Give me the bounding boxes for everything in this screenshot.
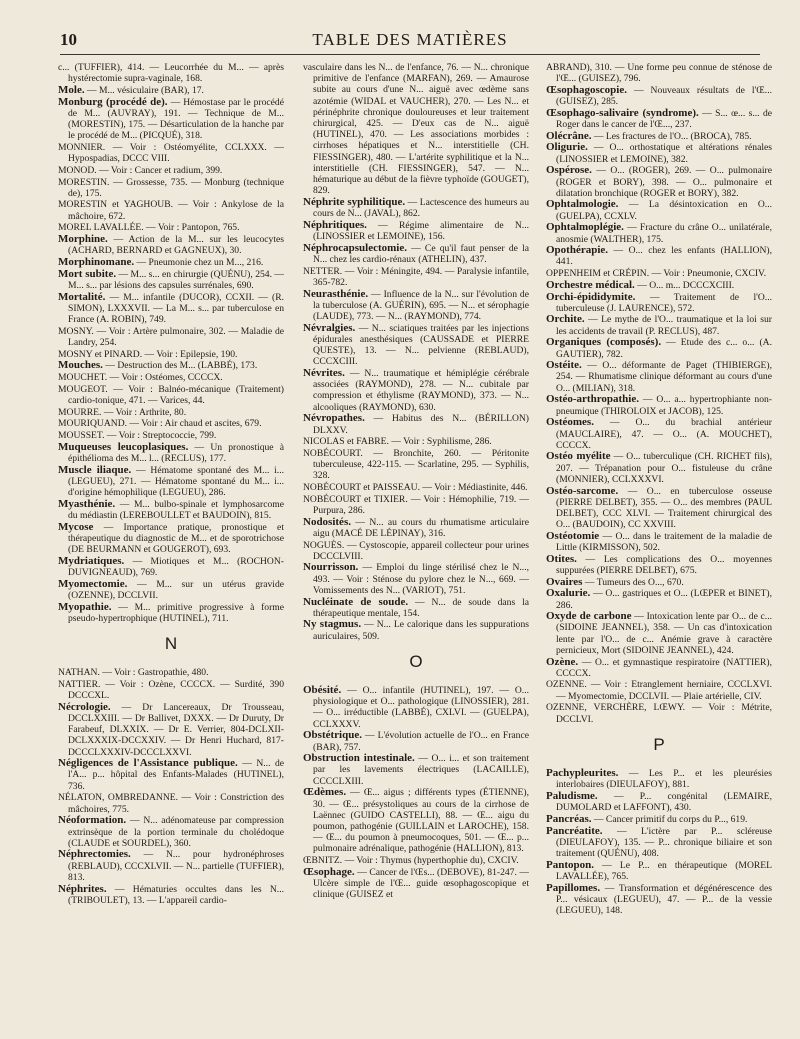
- entry-text: — Les complications des O... moyennes suppurées (PIERRE DELBET), 675.: [556, 553, 772, 576]
- index-entry: [546, 268, 772, 279]
- entry-headword: Paludisme.: [546, 789, 598, 802]
- entry-headword: Myopathie.: [58, 600, 112, 613]
- entry-headword: Néphrocapsulectomie.: [303, 241, 407, 254]
- entry-headword: Muqueuses leucoplasiques.: [58, 440, 189, 453]
- entry-text: — Lactescence des humeurs au cours de N... (JAVAL), 862.: [313, 196, 529, 220]
- entry-text: — La désintoxication en O... (GUELPA), CCXLV.: [556, 199, 772, 222]
- entry-text: — N... traumatique et hémiplégie cérébrale associées (RAYMOND), 278. — N... cubitale par compression et éthylisme (RAYMOND), 373. — N... alcooliques (RAYMOND), 630.: [313, 367, 529, 413]
- entry-headword: Névropathes.: [303, 412, 365, 425]
- index-entry: [546, 679, 772, 701]
- index-entry: [58, 407, 284, 418]
- running-header: [60, 30, 760, 55]
- entry-text: — O... en tuberculose osseuse (PIERRE DELBET), 355. — O... des membres (PAUL DELBET), CCC XLVI. — Traitement chirurgical des O... (BAUDOIN), CC XXVIII.: [556, 485, 772, 531]
- entry-headword: Oxyde de carbone: [546, 610, 632, 623]
- entry-headword: Pachypleurites.: [546, 766, 619, 779]
- index-entry: [58, 499, 284, 521]
- entry-headword: Oligurie.: [546, 141, 588, 154]
- index-column-1: [58, 62, 284, 1022]
- entry-text: — Nouveaux résultats de l'Œ... (GUISEZ), 285.: [556, 84, 772, 108]
- entry-text: NOBÉCOURT. — Bronchite, 260. — Péritonite tuberculeuse, 422-115. — Scarlatine, 295. — Syphilis, 328.: [303, 447, 529, 482]
- index-entry: [58, 667, 284, 678]
- index-entry: [303, 867, 529, 901]
- index-entry: [546, 577, 772, 588]
- entry-text: — Le mythe de l'O... traumatique et la loi sur les accidents de travail (P. RECLUS), 487.: [556, 314, 772, 337]
- index-entry: [303, 562, 529, 596]
- entry-text: — O... infantile (HUTINEL), 197. — O... physiologique et O... pathologique (LINOSSIER), 281. — O... irréductible (LABBÉ), CXLVI. — (GUELPA), CCLXXXV.: [313, 685, 529, 730]
- index-entry: [58, 85, 284, 96]
- entry-text: OZENNE. — Voir : Etranglement herniaire, CCCLXVI. — Myomectomie, DCCLVII. — Plaie artérielle, CIV.: [546, 679, 772, 702]
- index-entry: [546, 883, 772, 917]
- index-entry: [303, 517, 529, 539]
- entry-headword: Mouches.: [58, 359, 103, 372]
- entry-text: — Tumeurs des O..., 670.: [584, 576, 684, 588]
- index-entry: [58, 815, 284, 849]
- entry-text: — Un pronostique à épithélioma des M... l... (RECLUS), 177.: [68, 441, 284, 464]
- entry-text: ŒBNITZ. — Voir : Thymus (hyperthophie du), CXCIV.: [303, 855, 519, 867]
- index-entry: [303, 62, 529, 196]
- entry-headword: Ostéo-arthropathie.: [546, 393, 639, 406]
- entry-text: MOSNY. — Voir : Artère pulmonaire, 302. — Maladie de Landry, 254.: [58, 325, 284, 348]
- entry-text: — O... i... et son traitement par les lavements électriques (LACAILLE), CCCCLXIII.: [313, 753, 529, 787]
- entry-headword: Papillomes.: [546, 881, 601, 894]
- entry-text: — O... m... DCCCXCIII.: [637, 279, 735, 291]
- entry-text: MOUCHET. — Voir : Ostéomes, CCCCX.: [58, 371, 223, 383]
- index-entry: [303, 243, 529, 265]
- entry-headword: Néphritiques.: [303, 218, 367, 231]
- entry-headword: Œsophage.: [303, 865, 355, 878]
- index-entry: [546, 245, 772, 267]
- entry-headword: Œsophagoscopie.: [546, 83, 627, 96]
- entry-text: NOBÉCOURT et TIXIER. — Voir : Hémophilie, 719. — Purpura, 286.: [303, 493, 529, 516]
- entry-text: — Traitement de l'O... tuberculeuse (J. LAURENCE), 572.: [556, 291, 772, 314]
- index-entry: [546, 62, 772, 84]
- index-entry: [58, 602, 284, 624]
- entry-headword: Mortalité.: [58, 290, 106, 303]
- entry-headword: Névrites.: [303, 366, 345, 379]
- index-entry: [58, 142, 284, 164]
- entry-headword: Obstétrique.: [303, 729, 362, 742]
- index-entry: [58, 234, 284, 256]
- index-entry: [546, 486, 772, 531]
- entry-text: — N... au cours du rhumatisme articulaire aigu (MACÉ DE LÉPINAY), 316.: [313, 516, 529, 539]
- index-entry: [546, 417, 772, 451]
- index-entry: [58, 556, 284, 578]
- entry-text: — N... de l'A... p... hôpital des Enfants-Malades (HUTINEL), 736.: [68, 758, 284, 792]
- entry-headword: Mycose: [58, 520, 94, 533]
- entry-text: — Cancer de l'Œs... (DEBOVE), 81-247. — Ulcère simple de l'Œ... guide œsophagoscopique et clinique (GUISEZ et: [313, 866, 529, 901]
- entry-headword: Otites.: [546, 552, 577, 565]
- index-entry: [546, 360, 772, 394]
- index-entry: [303, 368, 529, 413]
- index-entry: [546, 814, 772, 825]
- entry-text: — O... (ROGER), 269. — O... pulmonaire (ROGER et BORY), 398. — O... pulmonaire et dilatation bronchique (ROGER et BORY), 382.: [556, 165, 772, 199]
- index-column-2: [303, 62, 529, 1022]
- entry-text: MOSNY et PINARD. — Voir : Epilepsie, 190.: [58, 348, 238, 360]
- entry-text: MOUSSET. — Voir : Streptococcie, 799.: [58, 430, 217, 441]
- index-entry: [546, 702, 772, 724]
- index-entry: [546, 860, 772, 882]
- entry-headword: Ophtalmologie.: [546, 198, 619, 211]
- index-entry: [546, 85, 772, 107]
- entry-text: MORESTIN et YAGHOUB. — Voir : Ankylose de la mâchoire, 672.: [58, 199, 284, 222]
- entry-text: NÉLATON, OMBREDANNE. — Voir : Constriction des mâchoires, 775.: [58, 792, 284, 815]
- index-entry: [58, 579, 284, 601]
- entry-text: MOURIQUAND. — Voir : Air chaud et ascites, 679.: [58, 418, 262, 430]
- entry-text: — Hématome spontané des M... i... (LEGUEU), 271. — Hématome spontané du M... i... d'origine hémophilique (LEGUEU), 286.: [68, 464, 284, 499]
- index-entry: [546, 314, 772, 336]
- index-entry: [303, 855, 529, 866]
- index-entry: [58, 679, 284, 701]
- index-entry: [58, 418, 284, 429]
- index-entry: [303, 494, 529, 516]
- index-entry: [58, 884, 284, 906]
- entry-headword: Ostéo-sarcome.: [546, 484, 619, 497]
- entry-headword: Pancréas.: [546, 812, 592, 825]
- entry-headword: Opothérapie.: [546, 244, 609, 257]
- entry-headword: Olécrâne.: [546, 129, 592, 142]
- entry-headword: Mort subite.: [58, 267, 117, 280]
- entry-text: NATTIER. — Voir : Ozène, CCCCX. — Surdité, 390 DCCCXL.: [58, 678, 284, 702]
- entry-text: — Les P... et les pleurésies interlobaires (DIEULAFOY), 881.: [556, 767, 772, 791]
- entry-text: — O... et gymnastique respiratoire (NATTIER), CCCCX.: [556, 656, 772, 679]
- entry-text: NICOLAS et FABRE. — Voir : Syphilisme, 286.: [303, 436, 492, 448]
- index-entry: [303, 787, 529, 854]
- entry-headword: Morphine.: [58, 233, 108, 246]
- entry-text: c... (TUFFIER), 414. — Leucorrhée du M... — après hystérectomie supra-vaginale, 168.: [58, 62, 284, 85]
- entry-headword: Ostéomes.: [546, 416, 594, 429]
- entry-headword: Ny stagmus.: [303, 618, 362, 631]
- index-entry: [58, 97, 284, 142]
- index-entry: [546, 292, 772, 314]
- entry-text: — O... orthostatique et altérations rénales (LINOSSIER et LEMOINE), 382.: [556, 142, 772, 165]
- entry-text: MOURRE. — Voir : Arthrite, 80.: [58, 406, 187, 418]
- entry-text: — Dr Lancereaux, Dr Trousseau, DCCLXXIII. — Dr Ballivet, DXXX. — Dr Duruty, Dr Farabeuf, DLXXIX. — Dr E. Verrier, 804-DCLXII-DCLXXXIX-DCCXXIV. — Dr Henri Huchard, 817-DCCCLXXXIV-DCCCLXXVI.: [68, 701, 284, 758]
- entry-headword: Ophtalmoplégie.: [546, 221, 624, 234]
- entry-text: — O... déformante de Paget (THIBIERGE), 254. — Rhumatisme clinique déformant au cours d'une O... (MILIAN), 318.: [556, 360, 772, 394]
- entry-text: MORESTIN. — Grossesse, 735. — Monburg (technique de), 175.: [58, 176, 284, 199]
- entry-headword: Négligences de l'Assistance publique.: [58, 757, 238, 770]
- entry-headword: Obstruction intestinale.: [303, 752, 415, 765]
- index-entry: [546, 826, 772, 860]
- entry-text: — L'ictère par P... scléreuse (DIEULAFOY), 135. — P... chronique biliaire et son traitement (QUÉNU), 408.: [556, 825, 772, 859]
- index-entry: [546, 142, 772, 164]
- entry-headword: Pancréatite.: [546, 824, 603, 837]
- entry-headword: Ozène.: [546, 655, 579, 668]
- section-letter: N: [164, 633, 178, 653]
- index-entry: [58, 177, 284, 199]
- section-letter: O: [409, 651, 423, 671]
- entry-text: — Hématuries occultes dans les N... (TRIBOULET), 13. — L'appareil cardio-: [68, 883, 284, 906]
- index-entry: [58, 199, 284, 221]
- entry-text: — N... sciatiques traitées par les injections épidurales anesthésiques (CAUSSADE et PIERRE QUESTE), 13. — N... pelvienne (REBLAUD), CCCXCIII.: [313, 322, 529, 368]
- index-entry: [303, 597, 529, 619]
- entry-headword: Myomectomie.: [58, 577, 128, 590]
- entry-text: NOBÉCOURT et PAISSEAU. — Voir : Médiastinite, 446.: [303, 482, 528, 494]
- entry-headword: Œsophago-salivaire (syndrome).: [546, 106, 699, 119]
- entry-text: — Habitus des N... (BÉRILLON) DLXXV.: [313, 413, 529, 436]
- index-entry: [546, 394, 772, 416]
- index-entry: [58, 222, 284, 233]
- index-entry: [58, 702, 284, 758]
- entry-text: — Œ... aigus ; différents types (ÉTIENNE), 30. — Œ... présystoliques au cours de la cirrhose de Laënnec (GUIDO CASTELLI), 88. — Œ... aigu du poumon, pathogénie (GUILLAIN et LAROCHE), 158. — Œ... du poumon à pneumocoques, 501. — Œ... p... pulmonaire adrénalique, pathogénie (HALLION), 813.: [313, 787, 529, 855]
- index-entry: [303, 413, 529, 435]
- entry-headword: Nucléinate de soude.: [303, 595, 409, 608]
- entry-headword: Obésité.: [303, 684, 342, 697]
- entry-text: MOREL LAVALLÉE. — Voir : Pantopon, 765.: [58, 222, 240, 234]
- index-entry: [546, 554, 772, 576]
- entry-headword: Pantopon.: [546, 858, 594, 871]
- entry-text: vasculaire dans les N... de l'enfance, 76. — N... chronique primitive de l'enfance (MARFAN), 269. — Amaurose subite au cours d'une N... aiguë avec œdème sans azotémie (WIDAL et VAUCHER), 270. — Les N... et périnéphrite chronique douloureuses et leur traitement chirurgical, 425. — D'eux cas de N... aiguë (HUTINEL), 470. — Les associations morbides : cirrhoses hépatiques et N... interstitielle (CH. FIESSINGER), 480. — L'artérite syphilitique et la N... interstitielle (CH. FIESSINGER), 547. — N... hématurique au début de la fièvre typhoïde (GOUGET), 829.: [303, 62, 529, 197]
- entry-text: — O... gastriques et O... (LŒPER et BINET), 286.: [556, 588, 772, 611]
- entry-headword: Néphrites.: [58, 882, 107, 895]
- index-entry: [58, 522, 284, 556]
- entry-headword: Néphrite syphilitique.: [303, 195, 406, 208]
- index-column-3: [546, 62, 772, 1022]
- entry-headword: Ovaires: [546, 575, 583, 588]
- index-entry: [303, 220, 529, 242]
- index-entry: [58, 442, 284, 464]
- index-entry: [58, 326, 284, 348]
- entry-text: — Miotiques et M... (ROCHON-DUVIGNEAUD), 769.: [68, 555, 284, 578]
- index-entry: [546, 588, 772, 610]
- entry-headword: Myasthénie.: [58, 497, 116, 510]
- entry-text: — M... sur un utérus gravide (OZENNE), DCCLVII.: [68, 578, 284, 601]
- entry-text: — N... de soude dans la thérapeutique mentale, 154.: [313, 596, 529, 619]
- entry-text: — Intoxication lente par O... de c... (SIDOINE JEANNEL), 358. — Un cas d'intoxication lente par l'O... de c... Anémie grave à caractère pernicieux, Mort (SIDOINE JEANNEL), 424.: [556, 611, 772, 656]
- index-entry: [58, 257, 284, 268]
- entry-text: OPPENHEIM et CRÉPIN. — Voir : Pneumonie, CXCIV.: [546, 268, 767, 280]
- entry-headword: Ospérose.: [546, 164, 592, 177]
- entry-text: — Régime alimentaire de N... (LINOSSIER et LEMOINE), 156.: [313, 219, 529, 243]
- entry-text: NATHAN. — Voir : Gastropathie, 480.: [58, 667, 209, 679]
- entry-headword: Orchite.: [546, 313, 585, 326]
- entry-headword: Néoformation.: [58, 814, 127, 827]
- entry-text: — L'évolution actuelle de l'O... en France (BAR), 757.: [313, 730, 529, 753]
- entry-text: ABRAND), 310. — Une forme peu connue de sténose de l'Œ... (GUISEZ), 796.: [546, 62, 772, 85]
- entry-text: — Influence de la N... sur l'évolution de la tuberculose (A. GUÉRIN), 695. — N... et sérophagie (LAUDE), 773. — N... (RAYMOND), 774.: [313, 288, 529, 322]
- entry-text: — Hémostase par le procédé de M... (AUVRAY), 191. — Technique de M... (MORESTIN), 175. — Désarticulation de la hanche par le procédé de M... (PICQUÉ), 318.: [68, 96, 284, 142]
- entry-headword: Mydriatiques.: [58, 554, 125, 567]
- entry-text: — O... dans le traitement de la maladie de Little (KIRMISSON), 502.: [556, 530, 772, 554]
- entry-text: MONNIER. — Voir : Ostéomyélite, CCLXXX. — Hypospadias, DCCC VIII.: [58, 141, 284, 165]
- index-entry: [303, 323, 529, 368]
- index-entry: [58, 292, 284, 326]
- entry-headword: Œdèmes.: [303, 786, 347, 799]
- index-entry: [58, 758, 284, 792]
- index-entry: [546, 337, 772, 359]
- entry-text: — M... s... en chirurgie (QUÉNU), 254. — M... s... par lésions des capsules surrénales, 690.: [68, 268, 284, 291]
- entry-text: — M... infantile (DUCOR), CCXII. — (R. SIMON), LXXXVII. — La M... s... par tuberculose en France (A. ROBIN), 749.: [68, 291, 284, 325]
- index-entry: [303, 685, 529, 730]
- entry-headword: Ostéite.: [546, 359, 582, 372]
- index-entry: [58, 165, 284, 176]
- index-entry: [58, 430, 284, 441]
- entry-text: — Fracture du crâne O... unilatérale, anosmie (WALTHER), 175.: [556, 222, 772, 245]
- index-entry: [58, 349, 284, 360]
- index-entry: [546, 531, 772, 553]
- index-entry: [303, 540, 529, 562]
- index-entry: [303, 266, 529, 288]
- entry-text: — M... vésiculaire (BAR), 17.: [86, 84, 204, 96]
- entry-text: — Etude des c... o... (A. GAUTIER), 782.: [556, 337, 772, 360]
- index-entry: [546, 108, 772, 130]
- entry-text: — O... a... hypertrophiante non-pneumique (THIROLOIX et JACOB), 125.: [556, 394, 772, 417]
- entry-text: — Emploi du linge stérilisé chez le N..., 493. — Voir : Sténose du pylore chez le N..., 669. — Vomissements des N... (VARIOT), 751.: [313, 562, 529, 596]
- entry-text: NOGUÈS. — Cystoscopie, appareil collecteur pour urines DCCCLVIII.: [303, 539, 529, 562]
- entry-text: — O... du brachial antérieur (MAUCLAIRE), 47. — O... (A. MOUCHET), CCCCX.: [556, 417, 772, 451]
- page-number: 10: [60, 30, 77, 49]
- entry-text: — Importance pratique, pronostique et thérapeutique du diagnostic de M... et de sporotrichose (DE BEURMANN et GOUGEROT), 693.: [68, 521, 284, 556]
- entry-headword: Orchestre médical.: [546, 278, 635, 291]
- entry-text: — N... Le calorique dans les suppurations auriculaires, 509.: [313, 619, 529, 642]
- entry-text: — O... tuberculique (CH. RICHET fils), 207. — Trépanation pour O... fistuleuse du crâne (MONNIER), CCLXXXVI.: [556, 451, 772, 485]
- entry-headword: Orchi-épididymite.: [546, 290, 636, 303]
- index-entry: [303, 289, 529, 323]
- entry-headword: Névralgies.: [303, 321, 356, 334]
- index-entry: [58, 269, 284, 291]
- entry-headword: Muscle iliaque.: [58, 463, 132, 476]
- index-entry: [303, 619, 529, 641]
- entry-headword: Morphinomane.: [58, 255, 135, 268]
- entry-text: MONOD. — Voir : Cancer et radium, 399.: [58, 164, 223, 176]
- entry-text: — M... primitive progressive à forme pseudo-hypertrophique (HUTINEL), 711.: [68, 601, 284, 624]
- index-entry: [303, 730, 529, 752]
- entry-headword: Organiques (composés).: [546, 336, 662, 349]
- entry-text: — Ce qu'il faut penser de la N... chez les cardio-rénaux (ATHELIN), 437.: [313, 242, 529, 265]
- entry-text: — N... adénomateuse par compression extrinsèque de la portion terminale du cholédoque (CLAUDE et SOURDEL), 360.: [68, 815, 284, 849]
- entry-text: — Destruction des M... (LABBÉ), 173.: [105, 360, 258, 372]
- entry-text: — Action de la M... sur les leucocytes (ACHARD, BERNARD et GAGNEUX), 30.: [68, 234, 284, 257]
- running-title: TABLE DES MATIÈRES: [312, 30, 508, 49]
- index-entry: [58, 360, 284, 371]
- index-entry: [546, 451, 772, 485]
- index-entry: [546, 222, 772, 244]
- entry-headword: Oxalurie.: [546, 587, 591, 600]
- entry-text: — S... œ... s... de Roger dans le cancer de l'Œ..., 237.: [556, 107, 772, 131]
- entry-headword: Mole.: [58, 83, 85, 96]
- index-entry: [546, 131, 772, 142]
- entry-headword: Nodosités.: [303, 515, 351, 528]
- entry-text: NETTER. — Voir : Méningite, 494. — Paralysie infantile, 365-782.: [303, 265, 529, 288]
- index-entry: [546, 657, 772, 679]
- index-entry: [303, 436, 529, 447]
- entry-text: — Pneumonie chez un M..., 216.: [136, 256, 264, 268]
- index-entry: [303, 448, 529, 482]
- index-entry: [58, 62, 284, 84]
- entry-text: — O... chez les enfants (HALLION), 441.: [556, 245, 772, 268]
- index-entry: [58, 465, 284, 499]
- entry-text: — N... pour hydronéphroses (REBLAUD), CCCXLVII. — N... partielle (TUFFIER), 813.: [68, 849, 284, 883]
- index-entry: [303, 753, 529, 787]
- index-entry: [58, 849, 284, 883]
- entry-text: MOUGEOT. — Voir : Balnéo-mécanique (Traitement) cardio-tonique, 471. — Varices, 44.: [58, 383, 284, 406]
- entry-text: — M... bulbo-spinale et lymphosarcome du médiastin (LEREBOULLET et BAUDOIN), 815.: [68, 498, 284, 521]
- index-entry: [546, 611, 772, 656]
- entry-headword: Nécrologie.: [58, 700, 111, 713]
- index-entry: [546, 199, 772, 221]
- entry-text: OZENNE, VERCHÈRE, LŒWY. — Voir : Métrite, DCCLVI.: [546, 702, 772, 725]
- section-letter: P: [653, 734, 665, 754]
- index-entry: [303, 482, 529, 493]
- entry-headword: Nourrisson.: [303, 561, 359, 574]
- index-entry: [546, 768, 772, 790]
- index-entry: [546, 280, 772, 291]
- index-entry: [58, 384, 284, 406]
- index-entry: [58, 792, 284, 814]
- index-entry: [58, 372, 284, 383]
- entry-headword: Ostéotomie: [546, 529, 600, 542]
- entry-text: — Le P... en thérapeutique (MOREL LAVALLÉE), 765.: [556, 859, 772, 882]
- index-entry: [546, 791, 772, 813]
- entry-text: — Les fractures de l'O... (BROCA), 785.: [593, 130, 752, 142]
- entry-text: — Transformation et dégénérescence des P... vésicaux (LEGUEU), 47. — P... de la vessie (LEGUEU), 148.: [556, 882, 772, 916]
- entry-text: — Cancer primitif du corps du P..., 619.: [593, 813, 748, 825]
- entry-headword: Ostéo myélite: [546, 450, 611, 463]
- entry-headword: Néphrectomies.: [58, 848, 131, 861]
- entry-headword: Monburg (procédé de).: [58, 95, 168, 108]
- index-entry: [303, 197, 529, 219]
- entry-text: — P... congénital (LEMAIRE, DUMOLARD et LAFFONT), 430.: [556, 790, 772, 814]
- entry-headword: Neurasthénie.: [303, 287, 369, 300]
- index-entry: [546, 165, 772, 199]
